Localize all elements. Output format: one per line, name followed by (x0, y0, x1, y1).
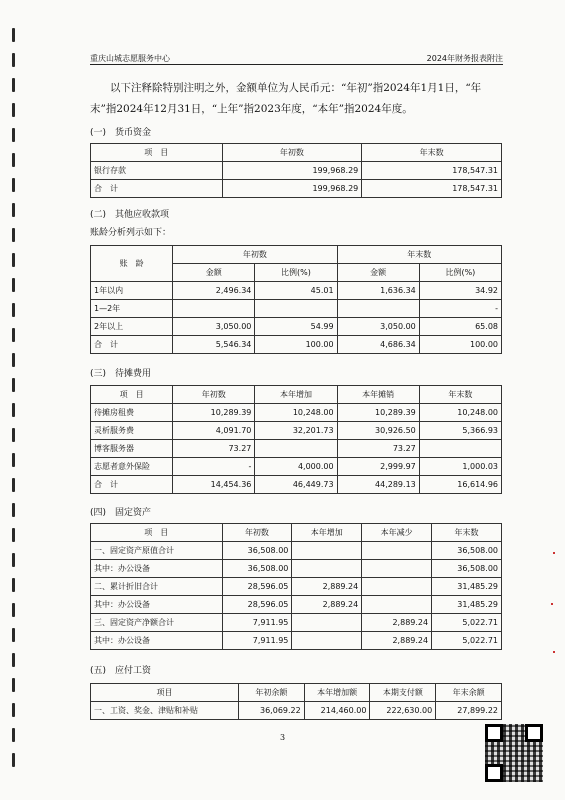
row-label: 其中：办公设备 (91, 596, 223, 614)
table-row (91, 162, 502, 180)
table-row (91, 336, 502, 354)
row-label: 银行存款 (91, 162, 223, 180)
cell: 45.01 (255, 282, 337, 300)
cell: 100.00 (255, 336, 337, 354)
header-cell: 金额 (337, 264, 419, 282)
cell: 36,069.22 (238, 702, 304, 720)
row-label: 1—2年 (91, 300, 173, 318)
section-subtitle-aging: 账龄分析列示如下： (90, 228, 172, 238)
section-title-cash: (一) 货币资金 (90, 128, 152, 138)
cell: 222,630.00 (370, 702, 436, 720)
table-row (91, 458, 502, 476)
cell: - (419, 300, 501, 318)
page-number: 3 (279, 733, 286, 742)
cell: 16,614.96 (419, 476, 501, 494)
row-label: 三、固定资产净额合计 (91, 614, 223, 632)
cell: 214,460.00 (304, 702, 370, 720)
cell: 178,547.31 (362, 162, 502, 180)
cell: 31,485.29 (432, 596, 502, 614)
cell: 36,508.00 (222, 560, 292, 578)
receivables-table (90, 245, 502, 354)
cell (255, 440, 337, 458)
header-cell: 本年增加 (255, 386, 337, 404)
row-label: 2年以上 (91, 318, 173, 336)
cell: 36,508.00 (222, 542, 292, 560)
row-label: 一、工资、奖金、津贴和补贴 (91, 702, 239, 720)
cell: 1,636.34 (337, 282, 419, 300)
intro-paragraph: 以下注释除特别注明之外，金额单位为人民币元：“年初”指2024年1月1日，“年末”指2024年12月31日，“上年”指2023年度，“本年”指2024年度。 (90, 82, 482, 115)
cell: 34.92 (419, 282, 501, 300)
cell: 27,899.22 (436, 702, 502, 720)
fixed-assets-table (90, 523, 502, 650)
table-header-row (91, 144, 502, 162)
header-cell: 年末数 (432, 524, 502, 542)
row-label: 合 计 (91, 336, 173, 354)
table-header-row (91, 386, 502, 404)
red-dot-mark (553, 651, 555, 653)
cell (419, 440, 501, 458)
cell: 46,449.73 (255, 476, 337, 494)
cell (292, 632, 362, 650)
cell: 73.27 (337, 440, 419, 458)
table-row (91, 542, 502, 560)
section-title-wages-payable: (五) 应付工资 (90, 666, 152, 676)
cell: 5,022.71 (432, 632, 502, 650)
header-doc-title: 2024年财务报表附注 (426, 54, 503, 63)
table-row (91, 422, 502, 440)
cell: 7,911.95 (222, 632, 292, 650)
cell: 2,889.24 (362, 614, 432, 632)
cell (255, 300, 337, 318)
header-cell: 年初数 (222, 144, 362, 162)
cell: 14,454.36 (173, 476, 255, 494)
table-row (91, 578, 502, 596)
table-row (91, 596, 502, 614)
cell (362, 560, 432, 578)
cell: 36,508.00 (432, 542, 502, 560)
header-cell: 本年增加额 (304, 684, 370, 702)
cell: 2,889.24 (362, 632, 432, 650)
header-cell: 项 目 (91, 524, 223, 542)
qr-code-icon (485, 724, 543, 782)
cell: - (173, 458, 255, 476)
header-cell: 项目 (91, 684, 239, 702)
row-label: 其中：办公设备 (91, 632, 223, 650)
cell: 7,911.95 (222, 614, 292, 632)
header-cell: 账 龄 (91, 246, 173, 282)
row-label: 合 计 (91, 476, 173, 494)
row-label: 博客服务器 (91, 440, 173, 458)
cell: 178,547.31 (362, 180, 502, 198)
header-org: 重庆山城志愿服务中心 (90, 54, 170, 63)
table-row (91, 282, 502, 300)
table-row (91, 300, 502, 318)
cell: 2,999.97 (337, 458, 419, 476)
wages-payable-table (90, 683, 502, 720)
cell: 31,485.29 (432, 578, 502, 596)
header-cell: 本年减少 (362, 524, 432, 542)
red-dot-mark (553, 552, 555, 554)
cell (292, 542, 362, 560)
header-cell: 年末数 (337, 246, 501, 264)
cell: 2,496.34 (173, 282, 255, 300)
cell: 28,596.05 (222, 578, 292, 596)
row-label: 其中：办公设备 (91, 560, 223, 578)
cell (292, 614, 362, 632)
table-row (91, 476, 502, 494)
table-row (91, 440, 502, 458)
cell: 10,289.39 (337, 404, 419, 422)
cell (362, 578, 432, 596)
header-cell: 本年增加 (292, 524, 362, 542)
header-cell: 项 目 (91, 144, 223, 162)
cell: 10,248.00 (419, 404, 501, 422)
header-cell: 年末数 (362, 144, 502, 162)
header-cell: 年初数 (222, 524, 292, 542)
table-row (91, 614, 502, 632)
section-title-fixed-assets: (四) 固定资产 (90, 508, 152, 518)
cell: 5,366.93 (419, 422, 501, 440)
table-row (91, 180, 502, 198)
cell: 28,596.05 (222, 596, 292, 614)
table-row (91, 702, 502, 720)
table-header-row (91, 684, 502, 702)
cell: 10,289.39 (173, 404, 255, 422)
header-cell: 金额 (173, 264, 255, 282)
row-label: 合 计 (91, 180, 223, 198)
prepaid-table (90, 385, 502, 494)
cell: 4,686.34 (337, 336, 419, 354)
row-label: 志愿者意外保险 (91, 458, 173, 476)
cell: 199,968.29 (222, 162, 362, 180)
cell: 4,091.70 (173, 422, 255, 440)
cell: 10,248.00 (255, 404, 337, 422)
page-header (90, 52, 503, 65)
cell: 199,968.29 (222, 180, 362, 198)
section-title-receivables: (二) 其他应收款项 (90, 210, 170, 220)
table-row (91, 404, 502, 422)
table-header-row (91, 524, 502, 542)
table-row (91, 560, 502, 578)
cell (173, 300, 255, 318)
cell: 65.08 (419, 318, 501, 336)
table-row (91, 632, 502, 650)
cell: 73.27 (173, 440, 255, 458)
cell: 4,000.00 (255, 458, 337, 476)
row-label: 一、固定资产原值合计 (91, 542, 223, 560)
red-dot-mark (551, 603, 553, 605)
table-row (91, 318, 502, 336)
section-title-prepaid: (三) 待摊费用 (90, 369, 152, 379)
header-cell: 本年摊销 (337, 386, 419, 404)
cash-table (90, 143, 502, 198)
header-cell: 比例(%) (419, 264, 501, 282)
cell: 5,546.34 (173, 336, 255, 354)
binding-holes (6, 28, 22, 788)
cell (292, 560, 362, 578)
cell: 2,889.24 (292, 578, 362, 596)
cell: 100.00 (419, 336, 501, 354)
cell: 44,289.13 (337, 476, 419, 494)
row-label: 灵析服务费 (91, 422, 173, 440)
row-label: 1年以内 (91, 282, 173, 300)
cell (337, 300, 419, 318)
header-cell: 项 目 (91, 386, 173, 404)
cell: 30,926.50 (337, 422, 419, 440)
cell: 54.99 (255, 318, 337, 336)
row-label: 二、累计折旧合计 (91, 578, 223, 596)
cell: 3,050.00 (173, 318, 255, 336)
cell: 2,889.24 (292, 596, 362, 614)
cell: 3,050.00 (337, 318, 419, 336)
header-cell: 本期支付额 (370, 684, 436, 702)
table-header-row (91, 246, 502, 264)
header-cell: 年末余额 (436, 684, 502, 702)
cell: 36,508.00 (432, 560, 502, 578)
cell: 1,000.03 (419, 458, 501, 476)
cell: 5,022.71 (432, 614, 502, 632)
header-cell: 比例(%) (255, 264, 337, 282)
header-cell: 年初数 (173, 246, 337, 264)
cell (362, 542, 432, 560)
header-cell: 年末数 (419, 386, 501, 404)
cell: 32,201.73 (255, 422, 337, 440)
header-cell: 年初数 (173, 386, 255, 404)
header-cell: 年初余额 (238, 684, 304, 702)
cell (362, 596, 432, 614)
row-label: 待摊房租费 (91, 404, 173, 422)
